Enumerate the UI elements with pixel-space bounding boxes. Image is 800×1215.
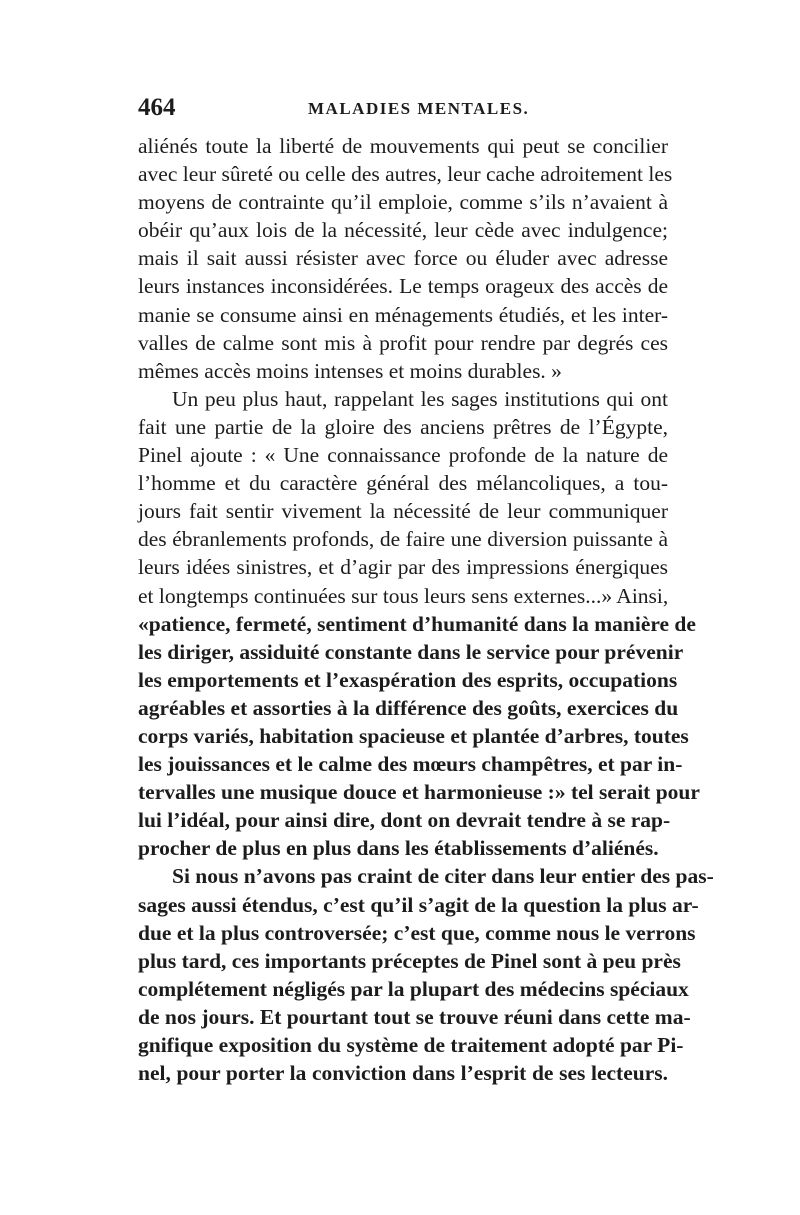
text-line: tervalles une musique douce et harmonieuse :» tel serait pour (138, 780, 700, 805)
text-line: de nos jours. Et pourtant tout se trouve réuni dans cette ma- (138, 1004, 691, 1029)
text-line: mêmes accès moins intenses et moins durables. » (138, 358, 562, 383)
text-line: Si nous n’avons pas craint de citer dans leur entier des pas- (172, 864, 714, 889)
text-line: due et la plus controversée; c’est que, comme nous le verrons (138, 920, 696, 945)
text-line: les emportements et l’exaspération des esprits, occupations (138, 667, 678, 692)
text-line: manie se consume ainsi en ménagements étudiés, et les inter- (138, 302, 668, 327)
running-title: MALADIES MENTALES. (308, 99, 530, 118)
text-line: l’homme et du caractère général des mélancoliques, a tou- (138, 471, 668, 496)
text-line: lui l’idéal, pour ainsi dire, dont on devrait tendre à se rap- (138, 808, 671, 833)
text-line: Pinel ajoute : « Une connaissance profonde de la nature de (138, 443, 668, 468)
text-line: moyens de contrainte qu’il emploie, comme s’ils n’avaient à (138, 190, 668, 215)
text-line: sages aussi étendus, c’est qu’il s’agit de la question la plus ar- (138, 892, 699, 917)
text-line: «patience, fermeté, sentiment d’humanité dans la manière de (138, 611, 696, 636)
text-line: les jouissances et le calme des mœurs champêtres, et par in- (138, 752, 683, 777)
text-line: gnifique exposition du système de traitement adopté par Pi- (138, 1033, 684, 1057)
text-line: mais il sait aussi résister avec force ou éluder avec adresse (138, 246, 668, 271)
text-line: jours fait sentir vivement la nécessité de leur communiquer (138, 499, 668, 524)
text-line: corps variés, habitation spacieuse et plantée d’arbres, toutes (138, 723, 689, 748)
text-line: des ébranlements profonds, de faire une diversion puissante à (138, 527, 668, 552)
text-line: nel, pour porter la conviction dans l’esprit de ses lecteurs. (138, 1061, 668, 1086)
text-line: plus tard, ces importants préceptes de Pinel sont à peu près (138, 948, 681, 973)
text-line: aliénés toute la liberté de mouvements qui peut se concilier (138, 134, 668, 158)
text-line: leurs instances inconsidérées. Le temps orageux des accès de (138, 274, 668, 299)
text-line: complétement négligés par la plupart des médecins spéciaux (138, 976, 689, 1001)
text-line: les diriger, assiduité constante dans le service pour prévenir (138, 639, 684, 664)
body-text (138, 132, 714, 1087)
text-line: procher de plus en plus dans les établissements d’aliénés. (138, 836, 659, 861)
text-line: leurs idées sinistres, et d’agir par des impressions énergiques (138, 555, 668, 580)
text-line: obéir qu’aux lois de la nécessité, leur cède avec indulgence; (138, 218, 668, 243)
text-line: valles de calme sont mis à profit pour rendre par degrés ces (138, 330, 668, 355)
text-line: avec leur sûreté ou celle des autres, leur cache adroitement les (138, 162, 673, 187)
text-line: Un peu plus haut, rappelant les sages institutions qui ont (172, 386, 668, 411)
page-header (138, 94, 666, 126)
text-line: agréables et assorties à la différence des goûts, exercices du (138, 695, 679, 720)
text-line: fait une partie de la gloire des anciens prêtres de l’Égypte, (138, 414, 668, 439)
page-number: 464 (138, 94, 176, 121)
text-line: et longtemps continuées sur tous leurs sens externes...» Ainsi, (138, 583, 669, 608)
